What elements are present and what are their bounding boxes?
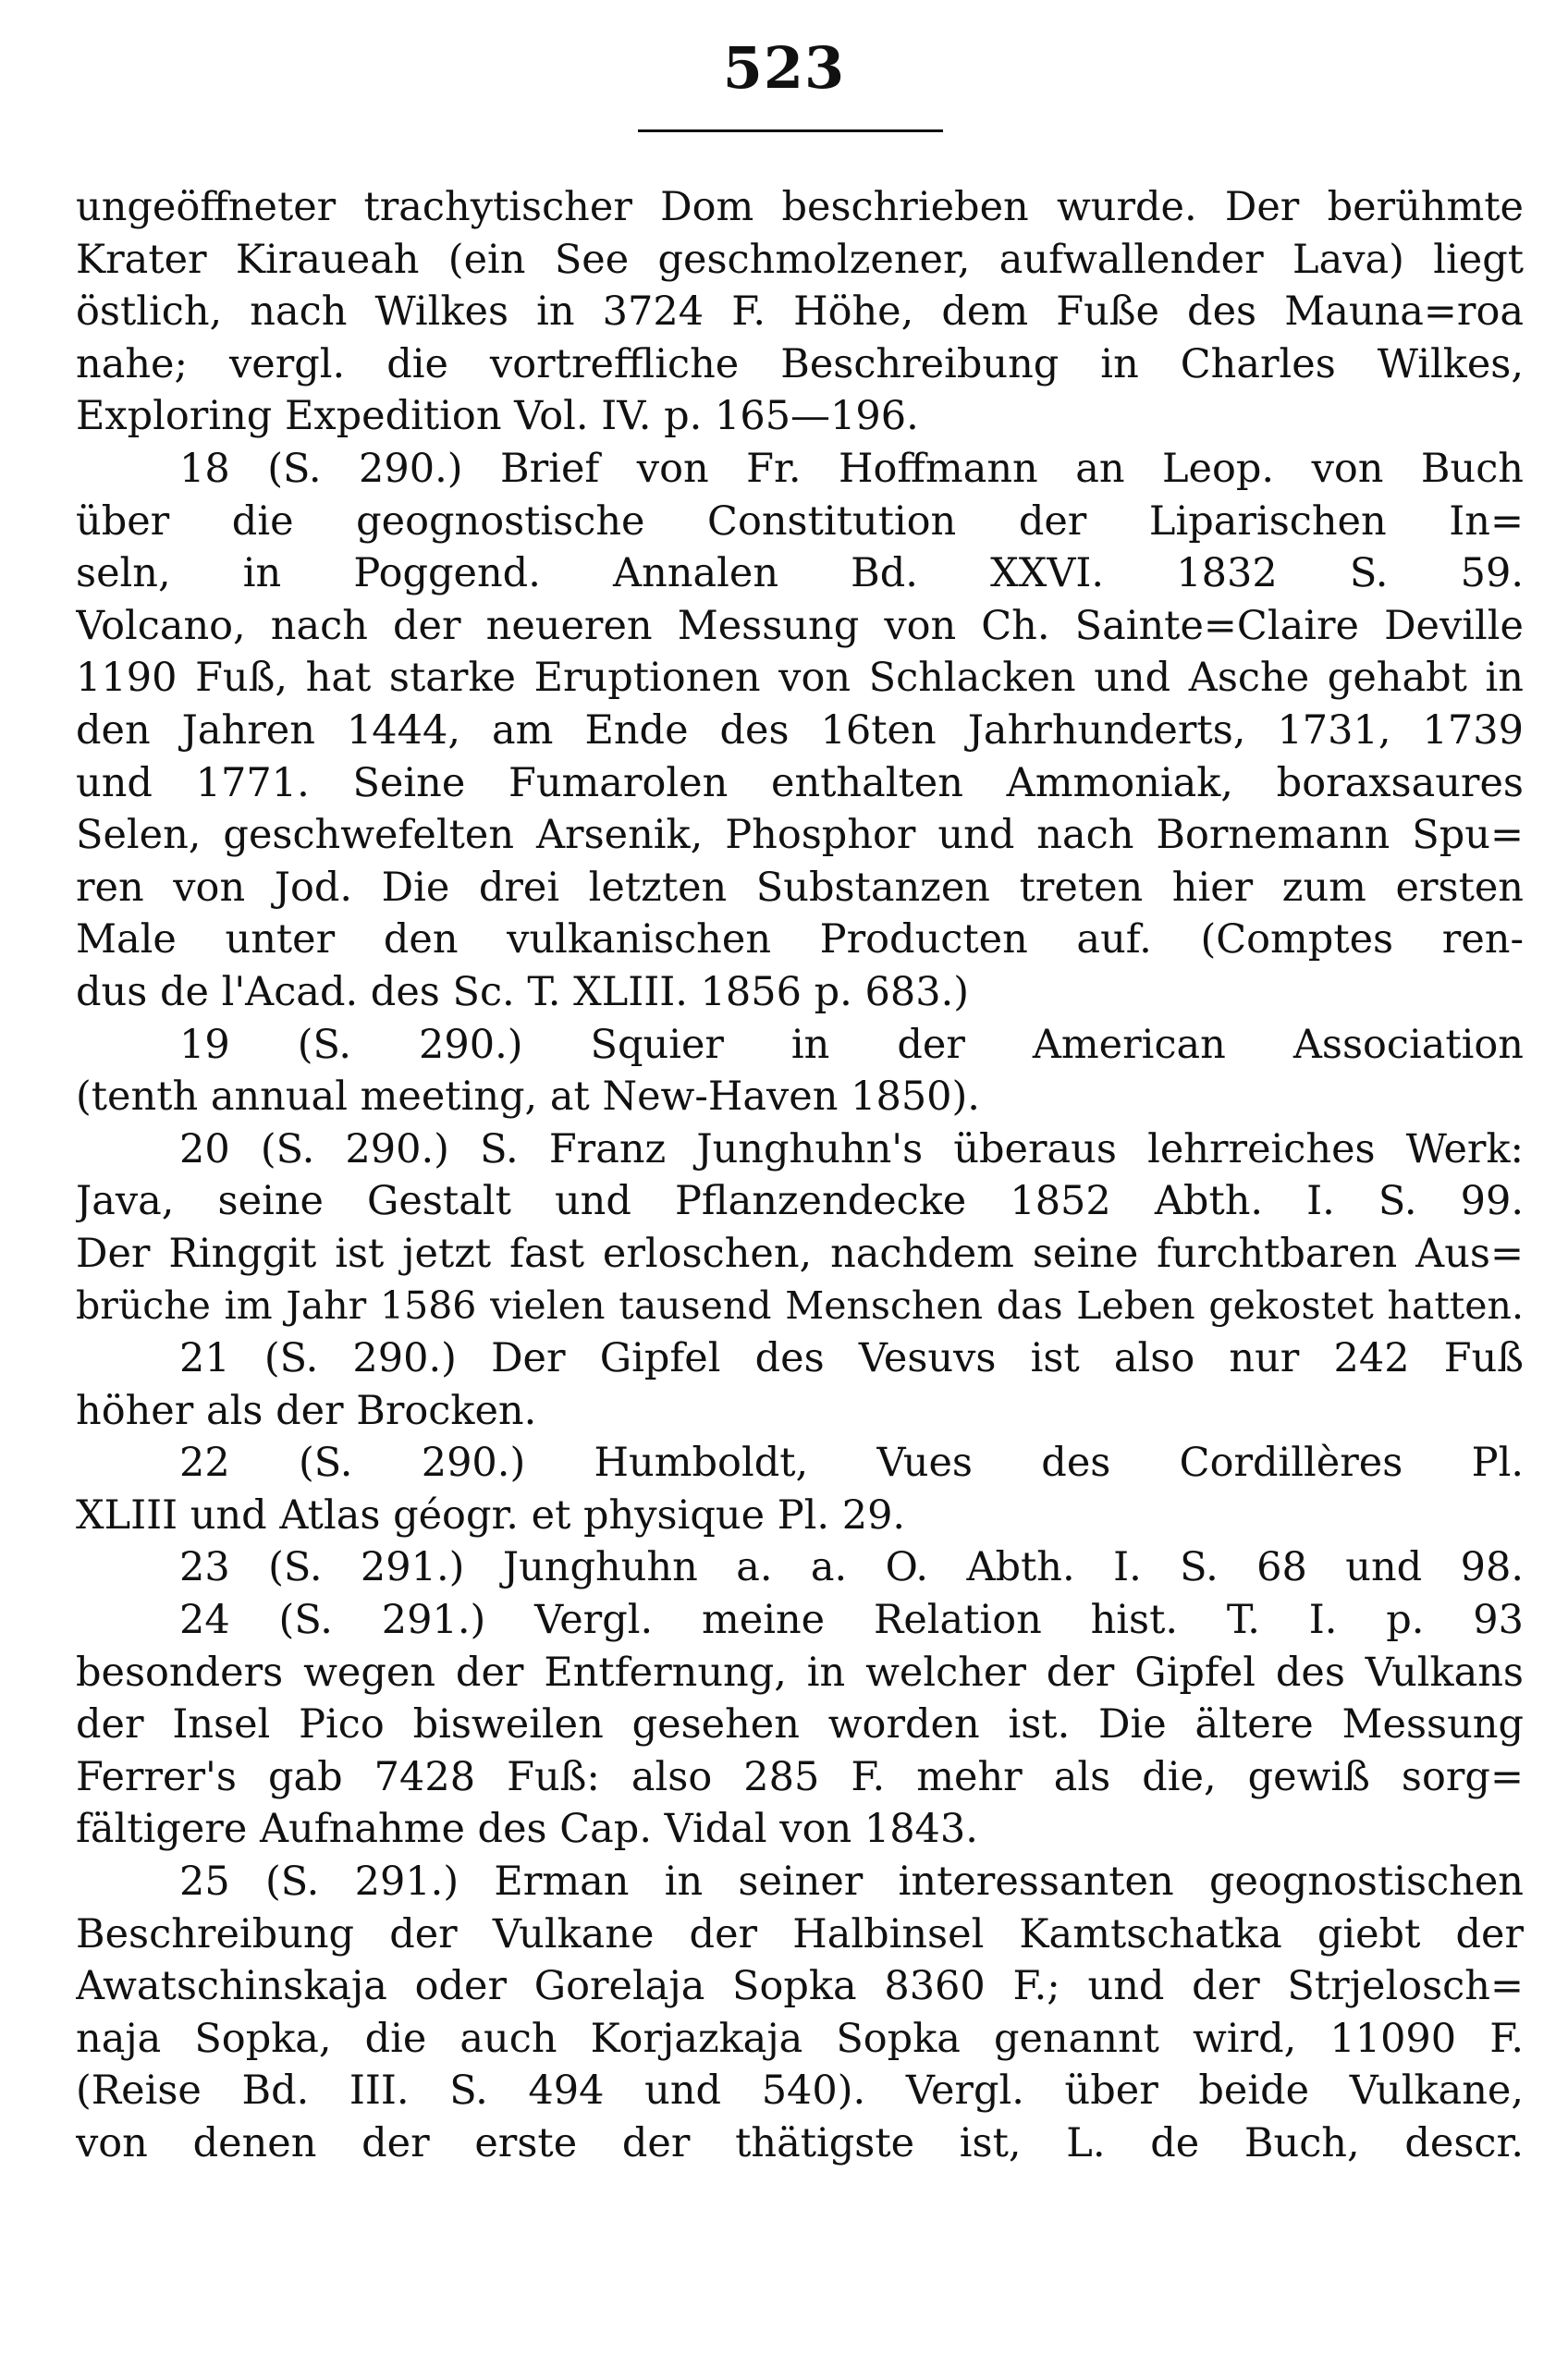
text-line: 23 (S. 291.) Junghuhn a. a. O. Abth. I. S. 68 und 98. (179, 1544, 1524, 1591)
text-line: 1190 Fuß, hat starke Eruptionen von Schlacken und Asche gehabt in (76, 655, 1524, 702)
footnote-text-block (76, 181, 1524, 2170)
text-line: Beschreibung der Vulkane der Halbinsel Kamtschatka giebt der (76, 1910, 1524, 1957)
text-line: den Jahren 1444, am Ende des 16ten Jahrhunderts, 1731, 1739 (76, 706, 1524, 754)
text-line: der Insel Pico bisweilen gesehen worden ist. Die ältere Messung (76, 1701, 1524, 1749)
text-line: und 1771. Seine Fumarolen enthalten Ammoniak, boraxsaures (76, 759, 1524, 806)
text-line: naja Sopka, die auch Korjazkaja Sopka genannt wird, 11090 F. (76, 2015, 1524, 2062)
text-line: Der Ringgit ist jetzt fast erloschen, nachdem seine furchtbaren Aus= (76, 1230, 1524, 1277)
text-line: über die geognostische Constitution der Liparischen In= (76, 497, 1524, 545)
text-line: höher als der Brocken. (76, 1387, 537, 1434)
text-line: besonders wegen der Entfernung, in welcher der Gipfel des Vulkans (76, 1649, 1524, 1696)
text-line: ren von Jod. Die drei letzten Substanzen treten hier zum ersten (76, 864, 1524, 911)
text-line: 19 (S. 290.) Squier in der American Association (179, 1021, 1524, 1068)
text-line: XLIII und Atlas géogr. et physique Pl. 29. (76, 1491, 906, 1539)
text-line: östlich, nach Wilkes in 3724 F. Höhe, dem Fuße des Mauna=roa (76, 288, 1524, 336)
page-number: 523 (722, 34, 846, 102)
header-rule (638, 129, 943, 132)
text-line: 24 (S. 291.) Vergl. meine Relation hist. T. I. p. 93 (179, 1597, 1524, 1644)
text-line: ungeöffneter trachytischer Dom beschrieben wurde. Der berühmte (76, 184, 1524, 230)
text-line: Selen, geschwefelten Arsenik, Phosphor und nach Bornemann Spu= (76, 812, 1524, 859)
text-line: seln, in Poggend. Annalen Bd. XXVI. 1832 S. 59. (76, 550, 1524, 597)
text-line: dus de l'Acad. des Sc. T. XLIII. 1856 p. 683.) (76, 968, 970, 1015)
text-line: (Reise Bd. III. S. 494 und 540). Vergl. über beide Vulkane, (76, 2068, 1524, 2115)
text-line: 22 (S. 290.) Humboldt, Vues des Cordillères Pl. (179, 1440, 1524, 1487)
text-line: von denen der erste der thätigste ist, L. de Buch, descr. (76, 2119, 1524, 2166)
text-line: Awatschinskaja oder Gorelaja Sopka 8360 F.; und der Strjelosch= (76, 1963, 1524, 2010)
text-line: Ferrer's gab 7428 Fuß: also 285 F. mehr als die, gewiß sorg= (76, 1753, 1524, 1800)
text-line: (tenth annual meeting, at New-Haven 1850). (76, 1074, 980, 1121)
text-line: brüche im Jahr 1586 vielen tausend Menschen das Leben gekostet hatten. (76, 1283, 1524, 1329)
text-line: fältigere Aufnahme des Cap. Vidal von 1843. (76, 1806, 978, 1853)
text-line: nahe; vergl. die vortreffliche Beschreibung in Charles Wilkes, (76, 340, 1524, 387)
text-line: 25 (S. 291.) Erman in seiner interessanten geognostischen (179, 1859, 1524, 1905)
text-line: Krater Kiraueah (ein See geschmolzener, aufwallender Lava) liegt (76, 236, 1524, 283)
text-line: Male unter den vulkanischen Producten auf. (Comptes ren- (76, 916, 1524, 963)
text-line: Exploring Expedition Vol. IV. p. 165—196. (76, 393, 919, 440)
text-line: 21 (S. 290.) Der Gipfel des Vesuvs ist also nur 242 Fuß (179, 1335, 1524, 1382)
text-line: Volcano, nach der neueren Messung von Ch. Sainte=Claire Deville (76, 602, 1524, 649)
text-line: 18 (S. 290.) Brief von Fr. Hoffmann an Leop. von Buch (179, 445, 1524, 492)
text-line: 20 (S. 290.) S. Franz Junghuhn's überaus lehrreiches Werk: (179, 1125, 1524, 1172)
text-line: Java, seine Gestalt und Pflanzendecke 1852 Abth. I. S. 99. (76, 1178, 1524, 1225)
